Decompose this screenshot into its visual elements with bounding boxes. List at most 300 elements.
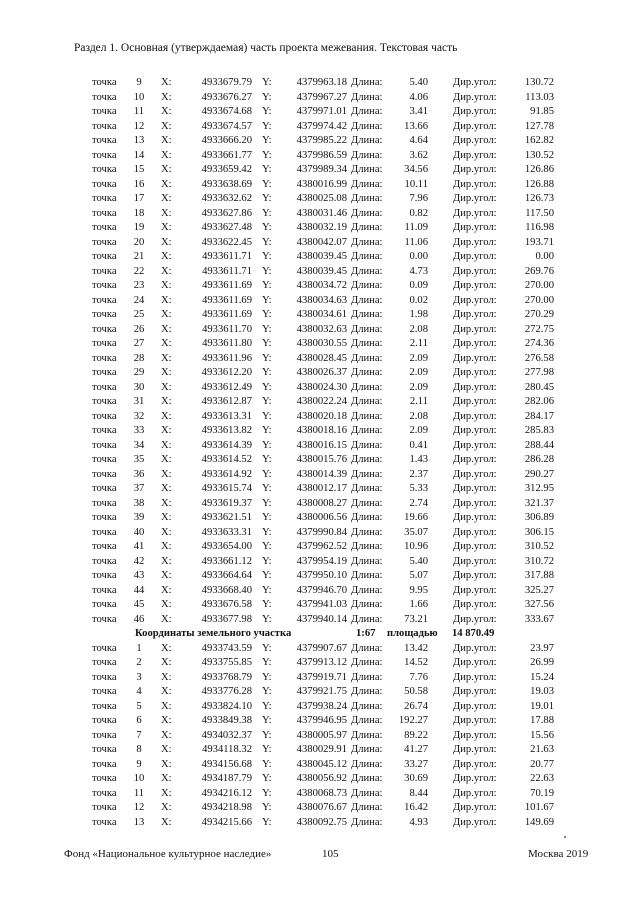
x-value: 4933622.45: [201, 236, 252, 248]
y-value: 4379946.70: [296, 584, 347, 596]
point-number: 17: [133, 193, 145, 204]
x-label: X:: [161, 178, 172, 190]
angle-value: 117.50: [525, 207, 554, 219]
point-number: 44: [133, 584, 145, 596]
length-value: 41.27: [404, 744, 428, 755]
table-row: [0, 279, 623, 294]
length-label: Длина:: [351, 613, 383, 625]
length-label: Длина:: [351, 338, 383, 349]
x-label: X:: [161, 439, 172, 451]
angle-label: Дир.угол:: [453, 236, 497, 248]
y-value: 4379963.18: [296, 77, 347, 88]
length-label: Длина:: [351, 396, 383, 407]
length-value: 50.58: [404, 686, 428, 697]
length-value: 13.42: [404, 642, 428, 654]
point-number: 39: [133, 512, 145, 523]
x-value: 4933824.10: [201, 700, 252, 712]
points-group-b: [0, 642, 623, 831]
section-row: [0, 627, 623, 642]
point-number: 2: [136, 657, 142, 668]
angle-value: 101.67: [524, 802, 554, 813]
y-label: Y:: [262, 526, 272, 538]
y-label: Y:: [262, 323, 272, 335]
y-label: Y:: [262, 715, 272, 726]
point-label: точка: [92, 164, 117, 175]
length-value: 10.11: [404, 178, 428, 190]
x-label: X:: [161, 265, 172, 277]
scan-speck: [564, 836, 566, 838]
y-label: Y:: [262, 657, 272, 668]
point-label: точка: [92, 483, 117, 494]
coordinates-table: [0, 76, 623, 830]
length-value: 7.96: [409, 193, 428, 204]
length-label: Длина:: [351, 512, 383, 523]
point-label: точка: [92, 613, 117, 625]
y-value: 4380012.17: [296, 483, 347, 494]
length-value: 14.52: [404, 657, 428, 668]
x-value: 4933619.37: [201, 497, 252, 509]
x-label: X:: [161, 222, 172, 233]
point-number: 31: [133, 396, 145, 407]
y-label: Y:: [262, 584, 272, 596]
y-label: Y:: [262, 280, 272, 291]
table-row: [0, 149, 623, 164]
length-label: Длина:: [351, 149, 383, 161]
footer-city-year: Москва 2019: [528, 848, 589, 860]
angle-label: Дир.угол:: [453, 91, 497, 103]
table-row: [0, 265, 623, 280]
length-label: Длина:: [351, 323, 383, 335]
length-label: Длина:: [351, 410, 383, 422]
length-value: 7.76: [409, 671, 428, 683]
angle-value: 310.52: [524, 541, 554, 552]
length-value: 0.09: [409, 280, 428, 291]
point-number: 20: [133, 236, 145, 248]
angle-value: 70.19: [530, 787, 554, 799]
y-label: Y:: [262, 251, 272, 262]
x-value: 4933776.28: [201, 686, 252, 697]
point-number: 28: [133, 352, 145, 364]
x-value: 4933654.00: [201, 541, 252, 552]
length-label: Длина:: [351, 381, 383, 393]
angle-value: 290.27: [524, 468, 554, 480]
x-label: X:: [161, 787, 172, 799]
length-label: Длина:: [351, 483, 383, 494]
y-label: Y:: [262, 91, 272, 103]
angle-value: 193.71: [524, 236, 554, 248]
x-value: 4933615.74: [201, 483, 252, 494]
table-row: [0, 105, 623, 120]
angle-label: Дир.угол:: [453, 555, 497, 567]
table-row: [0, 598, 623, 613]
point-label: точка: [92, 77, 117, 88]
point-label: точка: [92, 323, 117, 335]
x-value: 4934118.32: [202, 744, 252, 755]
length-label: Длина:: [351, 294, 383, 306]
length-value: 2.37: [409, 468, 428, 480]
angle-value: 162.82: [524, 135, 554, 146]
point-number: 19: [133, 222, 145, 233]
angle-value: 149.69: [524, 816, 554, 828]
angle-value: 286.28: [524, 454, 554, 465]
table-row: [0, 816, 623, 831]
y-label: Y:: [262, 294, 272, 306]
x-value: 4933611.80: [202, 338, 252, 349]
angle-value: 270.00: [524, 294, 554, 306]
point-label: точка: [92, 686, 117, 697]
x-value: 4933611.71: [202, 251, 252, 262]
angle-value: 288.44: [524, 439, 554, 451]
point-number: 38: [133, 497, 145, 509]
x-value: 4933659.42: [201, 164, 252, 175]
length-value: 5.40: [409, 555, 428, 567]
angle-label: Дир.угол:: [453, 309, 497, 320]
x-label: X:: [161, 294, 172, 306]
point-number: 7: [136, 729, 142, 741]
length-label: Длина:: [351, 251, 383, 262]
point-number: 24: [133, 294, 145, 306]
y-value: 4380032.63: [296, 323, 347, 335]
y-value: 4380034.63: [296, 294, 347, 306]
point-label: точка: [92, 207, 117, 219]
angle-label: Дир.угол:: [453, 164, 497, 175]
point-label: точка: [92, 599, 117, 610]
y-value: 4380030.55: [296, 338, 347, 349]
y-value: 4379967.27: [296, 91, 347, 103]
page-footer: [0, 848, 623, 864]
point-label: точка: [92, 758, 117, 770]
length-label: Длина:: [351, 642, 383, 654]
point-label: точка: [92, 816, 117, 828]
point-label: точка: [92, 541, 117, 552]
point-label: точка: [92, 135, 117, 146]
y-value: 4380045.12: [296, 758, 347, 770]
table-row: [0, 613, 623, 628]
length-label: Длина:: [351, 367, 383, 378]
x-label: X:: [161, 526, 172, 538]
x-label: X:: [161, 773, 172, 784]
y-label: Y:: [262, 758, 272, 770]
point-label: точка: [92, 280, 117, 291]
length-value: 0.82: [409, 207, 428, 219]
angle-label: Дир.угол:: [453, 149, 497, 161]
length-label: Длина:: [351, 497, 383, 509]
angle-value: 270.29: [524, 309, 554, 320]
x-label: X:: [161, 164, 172, 175]
y-label: Y:: [262, 439, 272, 451]
point-number: 5: [136, 700, 142, 712]
angle-label: Дир.угол:: [453, 207, 497, 219]
point-label: точка: [92, 700, 117, 712]
table-row: [0, 134, 623, 149]
x-value: 4933611.96: [202, 352, 252, 364]
point-label: точка: [92, 744, 117, 755]
x-value: 4933676.58: [201, 599, 252, 610]
x-value: 4933611.69: [202, 294, 252, 306]
length-label: Длина:: [351, 106, 383, 117]
length-value: 89.22: [404, 729, 428, 741]
table-row: [0, 540, 623, 555]
x-value: 4933611.70: [202, 323, 252, 335]
x-value: 4933666.20: [201, 135, 252, 146]
length-value: 11.09: [404, 222, 428, 233]
x-value: 4934218.98: [201, 802, 252, 813]
length-label: Длина:: [351, 236, 383, 248]
y-label: Y:: [262, 236, 272, 248]
length-value: 2.08: [409, 323, 428, 335]
angle-label: Дир.угол:: [453, 468, 497, 480]
y-value: 4380034.72: [296, 280, 347, 291]
length-label: Длина:: [351, 280, 383, 291]
angle-label: Дир.угол:: [453, 729, 497, 741]
point-number: 45: [133, 599, 145, 610]
x-label: X:: [161, 454, 172, 465]
x-label: X:: [161, 715, 172, 726]
y-value: 4379921.75: [296, 686, 347, 697]
y-label: Y:: [262, 816, 272, 828]
angle-label: Дир.угол:: [453, 352, 497, 364]
point-number: 13: [133, 816, 145, 828]
y-value: 4380026.37: [296, 367, 347, 378]
point-number: 27: [133, 338, 145, 349]
x-label: X:: [161, 700, 172, 712]
angle-label: Дир.угол:: [453, 497, 497, 509]
y-label: Y:: [262, 381, 272, 393]
y-value: 4380056.92: [296, 773, 347, 784]
y-value: 4380029.91: [296, 744, 347, 755]
y-label: Y:: [262, 164, 272, 175]
table-row: [0, 323, 623, 338]
length-value: 2.11: [409, 396, 428, 407]
point-label: точка: [92, 773, 117, 784]
angle-label: Дир.угол:: [453, 570, 497, 581]
point-label: точка: [92, 120, 117, 132]
length-label: Длина:: [351, 164, 383, 175]
point-number: 21: [133, 251, 145, 262]
point-label: точка: [92, 178, 117, 190]
angle-label: Дир.угол:: [453, 410, 497, 422]
table-row: [0, 787, 623, 802]
x-label: X:: [161, 468, 172, 480]
angle-value: 282.06: [524, 396, 554, 407]
y-value: 4380039.45: [296, 265, 347, 277]
angle-value: 15.56: [530, 729, 554, 741]
x-label: X:: [161, 135, 172, 146]
x-label: X:: [161, 555, 172, 567]
table-row: [0, 207, 623, 222]
angle-value: 15.24: [530, 671, 554, 683]
y-label: Y:: [262, 193, 272, 204]
length-label: Длина:: [351, 584, 383, 596]
length-value: 5.07: [409, 570, 428, 581]
x-label: X:: [161, 497, 172, 509]
point-label: точка: [92, 236, 117, 248]
table-row: [0, 236, 623, 251]
angle-label: Дир.угол:: [453, 454, 497, 465]
x-label: X:: [161, 352, 172, 364]
table-row: [0, 410, 623, 425]
table-row: [0, 178, 623, 193]
point-number: 35: [133, 454, 145, 465]
table-row: [0, 671, 623, 686]
y-value: 4379986.59: [296, 149, 347, 161]
x-label: X:: [161, 106, 172, 117]
table-row: [0, 163, 623, 178]
y-value: 4380014.39: [296, 468, 347, 480]
angle-value: 22.63: [530, 773, 554, 784]
x-value: 4934032.37: [201, 729, 252, 741]
length-value: 192.27: [398, 715, 428, 726]
x-value: 4933661.12: [201, 555, 252, 567]
x-value: 4933611.69: [202, 280, 252, 291]
x-value: 4933679.79: [201, 77, 252, 88]
angle-label: Дир.угол:: [453, 787, 497, 799]
angle-value: 20.77: [530, 758, 554, 770]
x-label: X:: [161, 483, 172, 494]
length-value: 5.40: [409, 77, 428, 88]
y-value: 4380018.16: [296, 425, 347, 436]
y-value: 4379974.42: [296, 120, 347, 132]
point-number: 11: [133, 106, 145, 117]
point-label: точка: [92, 309, 117, 320]
angle-value: 280.45: [524, 381, 554, 393]
angle-value: 19.03: [530, 686, 554, 697]
y-label: Y:: [262, 106, 272, 117]
angle-label: Дир.угол:: [453, 77, 497, 88]
point-label: точка: [92, 251, 117, 262]
angle-label: Дир.угол:: [453, 541, 497, 552]
length-value: 3.41: [409, 106, 428, 117]
point-label: точка: [92, 787, 117, 799]
x-value: 4933633.31: [201, 526, 252, 538]
length-value: 2.11: [409, 338, 428, 349]
y-value: 4379985.22: [296, 135, 347, 146]
angle-label: Дир.угол:: [453, 280, 497, 291]
y-label: Y:: [262, 802, 272, 813]
point-number: 11: [133, 787, 145, 799]
point-number: 30: [133, 381, 145, 393]
angle-label: Дир.угол:: [453, 599, 497, 610]
length-label: Длина:: [351, 599, 383, 610]
table-row: [0, 772, 623, 787]
x-value: 4933755.85: [201, 657, 252, 668]
length-label: Длина:: [351, 541, 383, 552]
x-label: X:: [161, 512, 172, 523]
x-value: 4933768.79: [201, 671, 252, 683]
table-row: [0, 656, 623, 671]
point-number: 36: [133, 468, 145, 480]
y-value: 4380005.97: [296, 729, 347, 741]
angle-label: Дир.угол:: [453, 758, 497, 770]
point-number: 16: [133, 178, 145, 190]
angle-label: Дир.угол:: [453, 135, 497, 146]
point-label: точка: [92, 338, 117, 349]
x-value: 4933668.40: [201, 584, 252, 596]
footer-page-number: 105: [322, 848, 339, 860]
angle-label: Дир.угол:: [453, 120, 497, 132]
table-row: [0, 192, 623, 207]
point-number: 32: [133, 410, 145, 422]
length-value: 1.43: [409, 454, 428, 465]
page-header: Раздел 1. Основная (утверждаемая) часть проекта межевания. Текстовая часть: [74, 42, 458, 54]
point-label: точка: [92, 352, 117, 364]
angle-value: 321.37: [524, 497, 554, 509]
table-row: [0, 729, 623, 744]
y-label: Y:: [262, 555, 272, 567]
x-label: X:: [161, 236, 172, 248]
angle-value: 17.88: [530, 715, 554, 726]
angle-label: Дир.угол:: [453, 715, 497, 726]
angle-value: 317.88: [524, 570, 554, 581]
angle-value: 23.97: [530, 642, 554, 654]
angle-value: 306.15: [524, 526, 554, 538]
x-label: X:: [161, 251, 172, 262]
angle-label: Дир.угол:: [453, 367, 497, 378]
length-value: 0.00: [409, 251, 428, 262]
point-number: 10: [133, 773, 145, 784]
length-label: Длина:: [351, 352, 383, 364]
y-label: Y:: [262, 149, 272, 161]
point-label: точка: [92, 584, 117, 596]
angle-value: 116.98: [525, 222, 554, 233]
length-value: 4.64: [409, 135, 428, 146]
angle-label: Дир.угол:: [453, 816, 497, 828]
table-row: [0, 642, 623, 657]
y-value: 4379938.24: [296, 700, 347, 712]
length-label: Длина:: [351, 439, 383, 451]
point-number: 9: [136, 758, 142, 770]
length-value: 4.06: [409, 91, 428, 103]
length-value: 11.06: [404, 236, 428, 248]
x-value: 4933661.77: [201, 149, 252, 161]
table-row: [0, 700, 623, 715]
y-label: Y:: [262, 120, 272, 132]
angle-value: 19.01: [530, 700, 554, 712]
x-label: X:: [161, 280, 172, 291]
angle-label: Дир.угол:: [453, 584, 497, 596]
angle-label: Дир.угол:: [453, 193, 497, 204]
length-label: Длина:: [351, 744, 383, 755]
y-label: Y:: [262, 512, 272, 523]
length-label: Длина:: [351, 686, 383, 697]
table-row: [0, 381, 623, 396]
x-label: X:: [161, 149, 172, 161]
x-value: 4933621.51: [201, 512, 252, 523]
y-value: 4380032.19: [296, 222, 347, 233]
length-value: 16.42: [404, 802, 428, 813]
length-value: 1.66: [409, 599, 428, 610]
table-row: [0, 395, 623, 410]
length-label: Длина:: [351, 468, 383, 480]
x-label: X:: [161, 396, 172, 407]
x-label: X:: [161, 802, 172, 813]
table-row: [0, 511, 623, 526]
table-row: [0, 758, 623, 773]
length-label: Длина:: [351, 207, 383, 219]
length-label: Длина:: [351, 758, 383, 770]
point-label: точка: [92, 512, 117, 523]
x-value: 4933638.69: [201, 178, 252, 190]
point-label: точка: [92, 222, 117, 233]
angle-value: 333.67: [524, 613, 554, 625]
angle-value: 21.63: [530, 744, 554, 755]
x-value: 4933614.52: [201, 454, 252, 465]
angle-label: Дир.угол:: [453, 744, 497, 755]
angle-value: 269.76: [524, 265, 554, 277]
x-label: X:: [161, 77, 172, 88]
angle-value: 130.72: [524, 77, 554, 88]
point-label: точка: [92, 802, 117, 813]
